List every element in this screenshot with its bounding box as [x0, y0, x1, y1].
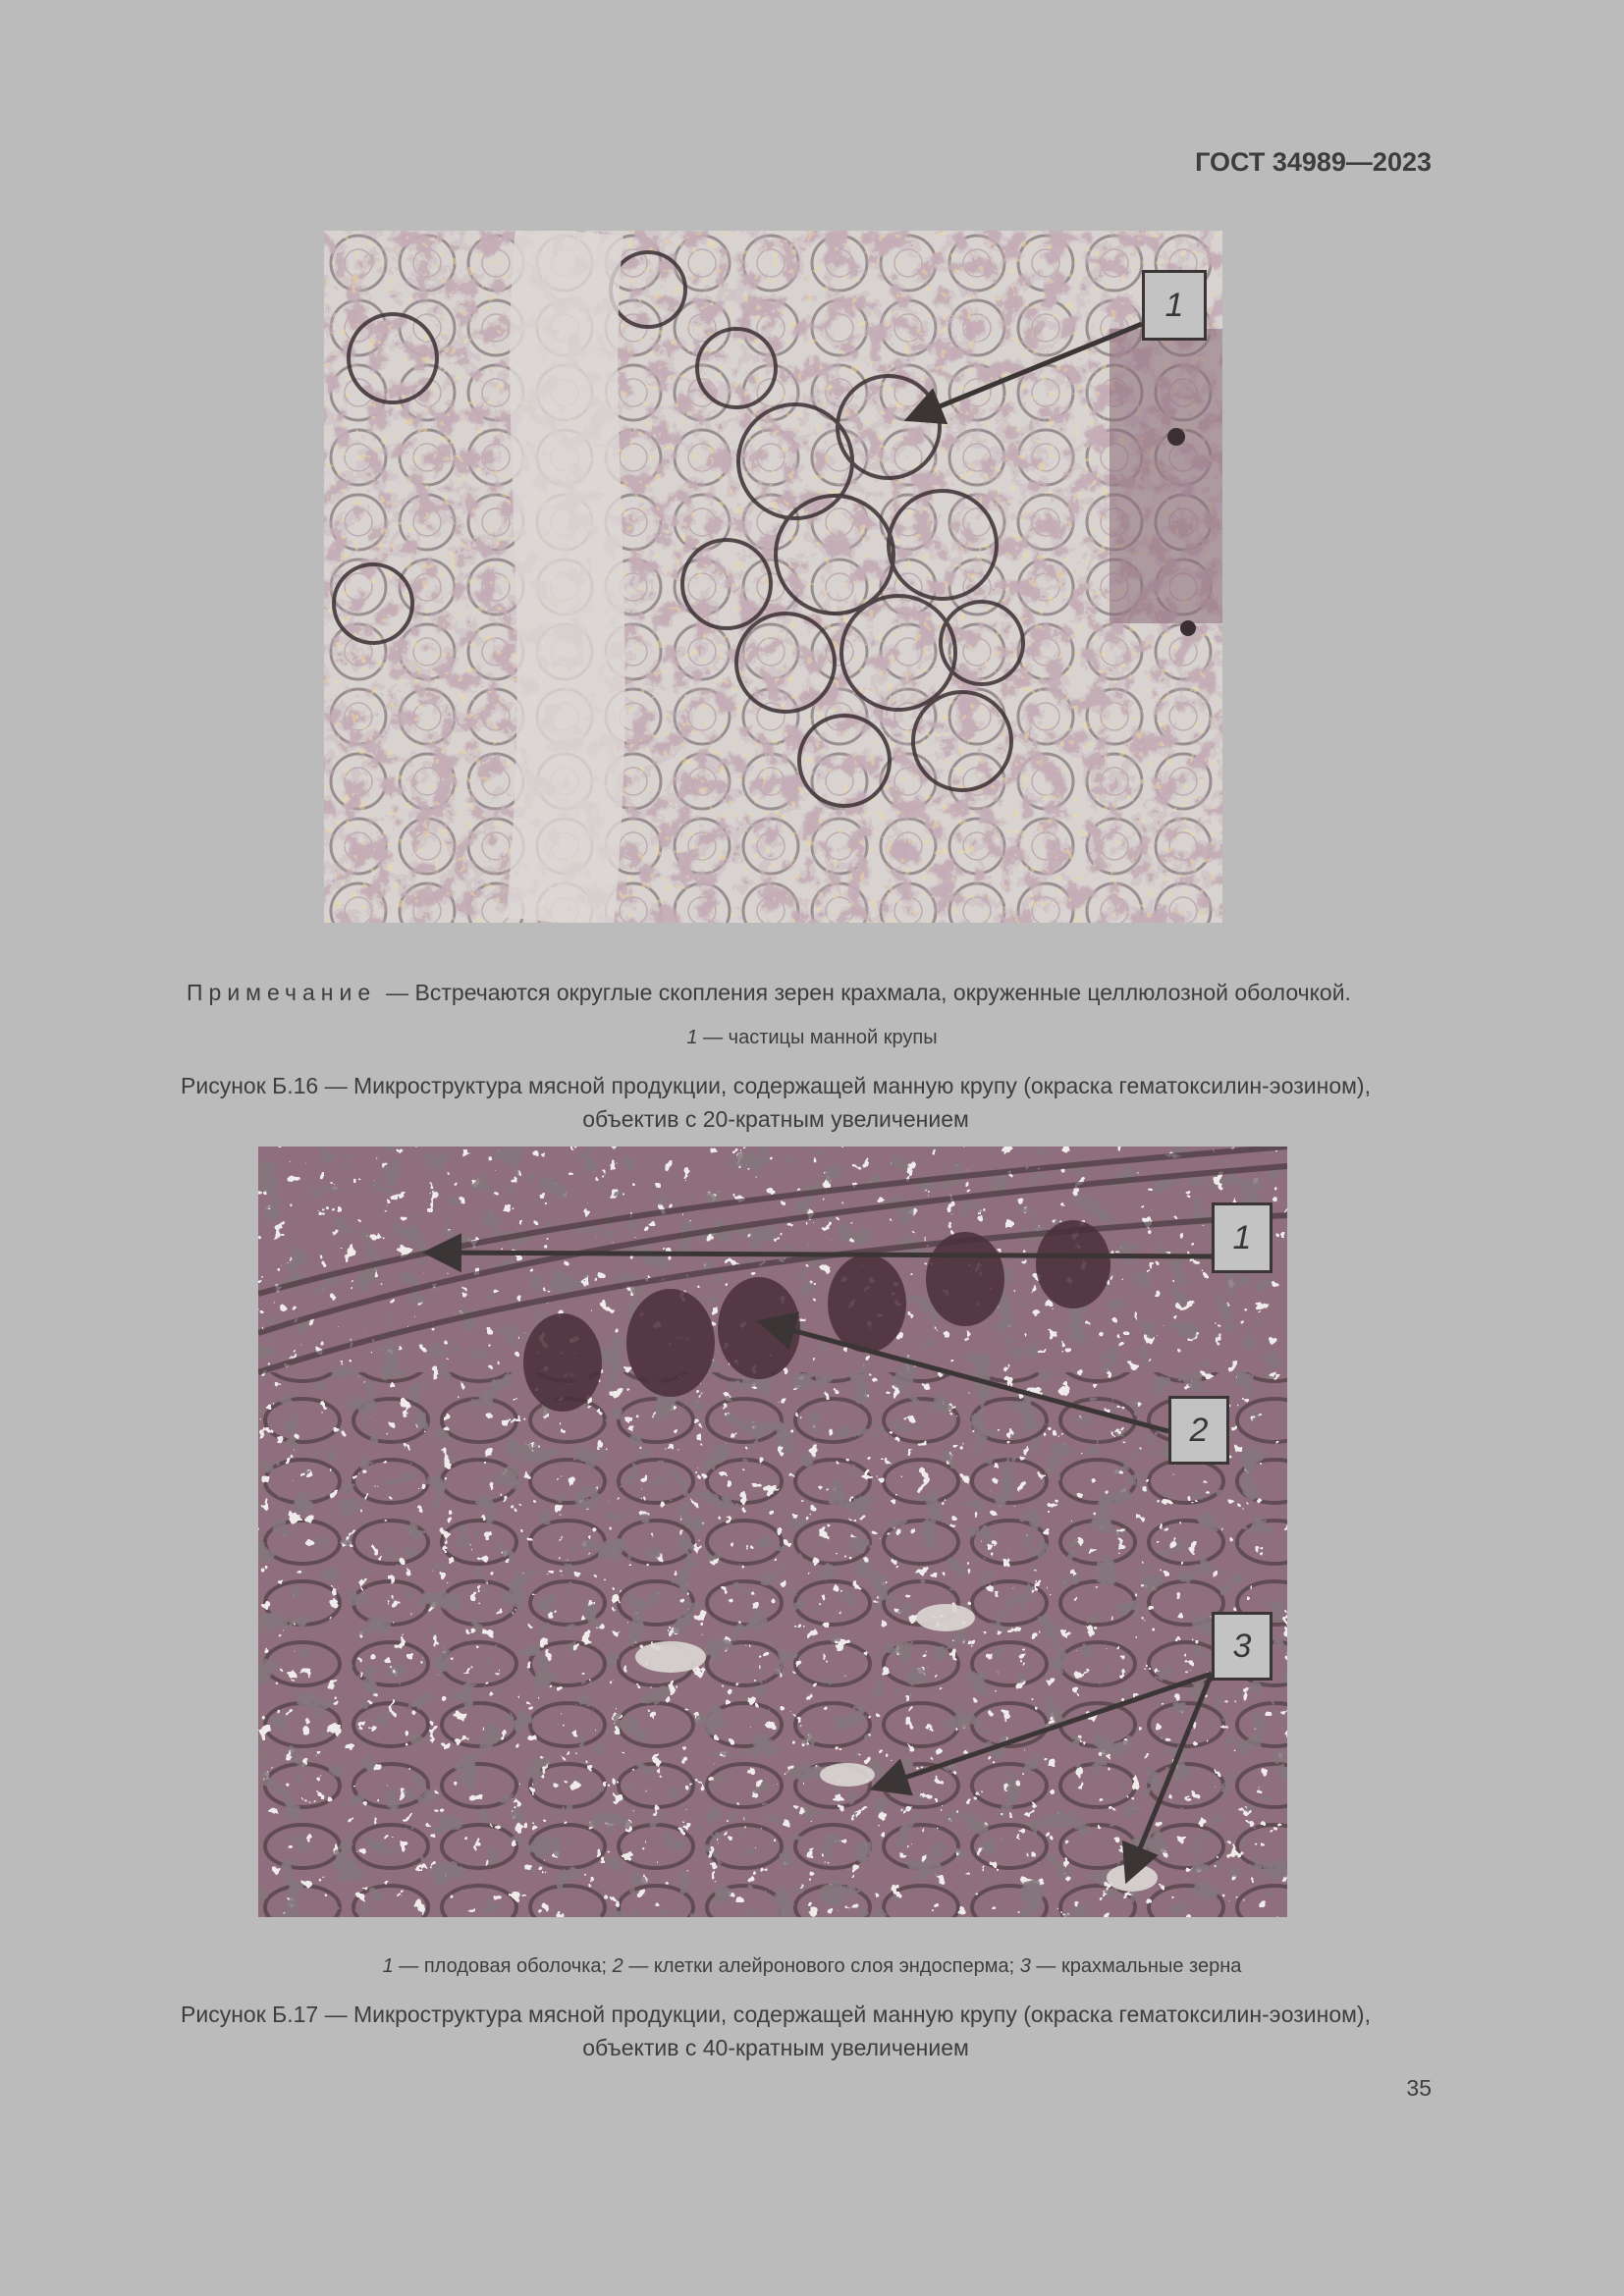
legend-number: 1	[686, 1027, 698, 1048]
note-label: Примечание	[187, 980, 377, 1005]
micrograph-figure-b17	[258, 1147, 1287, 1917]
page-number: 35	[1406, 2075, 1432, 2101]
legend-number: 1	[382, 1955, 394, 1977]
figure-b17-legend	[0, 1955, 1624, 1978]
legend-number: 3	[1019, 1955, 1031, 1977]
caption-line-1: Рисунок Б.17 — Микроструктура мясной продукции, содержащей манную крупу (окраска гематоксилин-эозином),	[181, 2002, 1371, 2027]
figure-b16-legend	[0, 1027, 1624, 1049]
legend-text: — плодовая оболочка;	[393, 1955, 613, 1977]
figure-b17-label-2: 2	[1168, 1396, 1229, 1465]
document-code: ГОСТ 34989—2023	[1195, 147, 1432, 177]
legend-number: 2	[612, 1955, 623, 1977]
figure-b17-label-3: 3	[1212, 1612, 1272, 1681]
figure-b17-label-1: 1	[1212, 1202, 1272, 1273]
caption-line-2: объектив с 20-кратным увеличением	[582, 1106, 969, 1132]
note-text: — Встречаются округлые скопления зерен крахмала, окруженные целлюлозной оболочкой.	[386, 980, 1351, 1005]
legend-text: — частицы манной крупы	[697, 1027, 938, 1048]
caption-line-2: объектив с 40-кратным увеличением	[582, 2035, 969, 2060]
figure-b17-caption	[98, 1998, 1453, 2064]
figure-b16-note	[187, 980, 1434, 1006]
micrograph-figure-b16	[324, 231, 1222, 923]
legend-text: — крахмальные зерна	[1030, 1955, 1242, 1977]
legend-text: — клетки алейронового слоя эндосперма;	[623, 1955, 1020, 1977]
caption-line-1: Рисунок Б.16 — Микроструктура мясной продукции, содержащей манную крупу (окраска гематоксилин-эозином),	[181, 1073, 1371, 1098]
figure-b16-caption	[98, 1069, 1453, 1136]
figure-b16-label-1: 1	[1142, 270, 1207, 341]
